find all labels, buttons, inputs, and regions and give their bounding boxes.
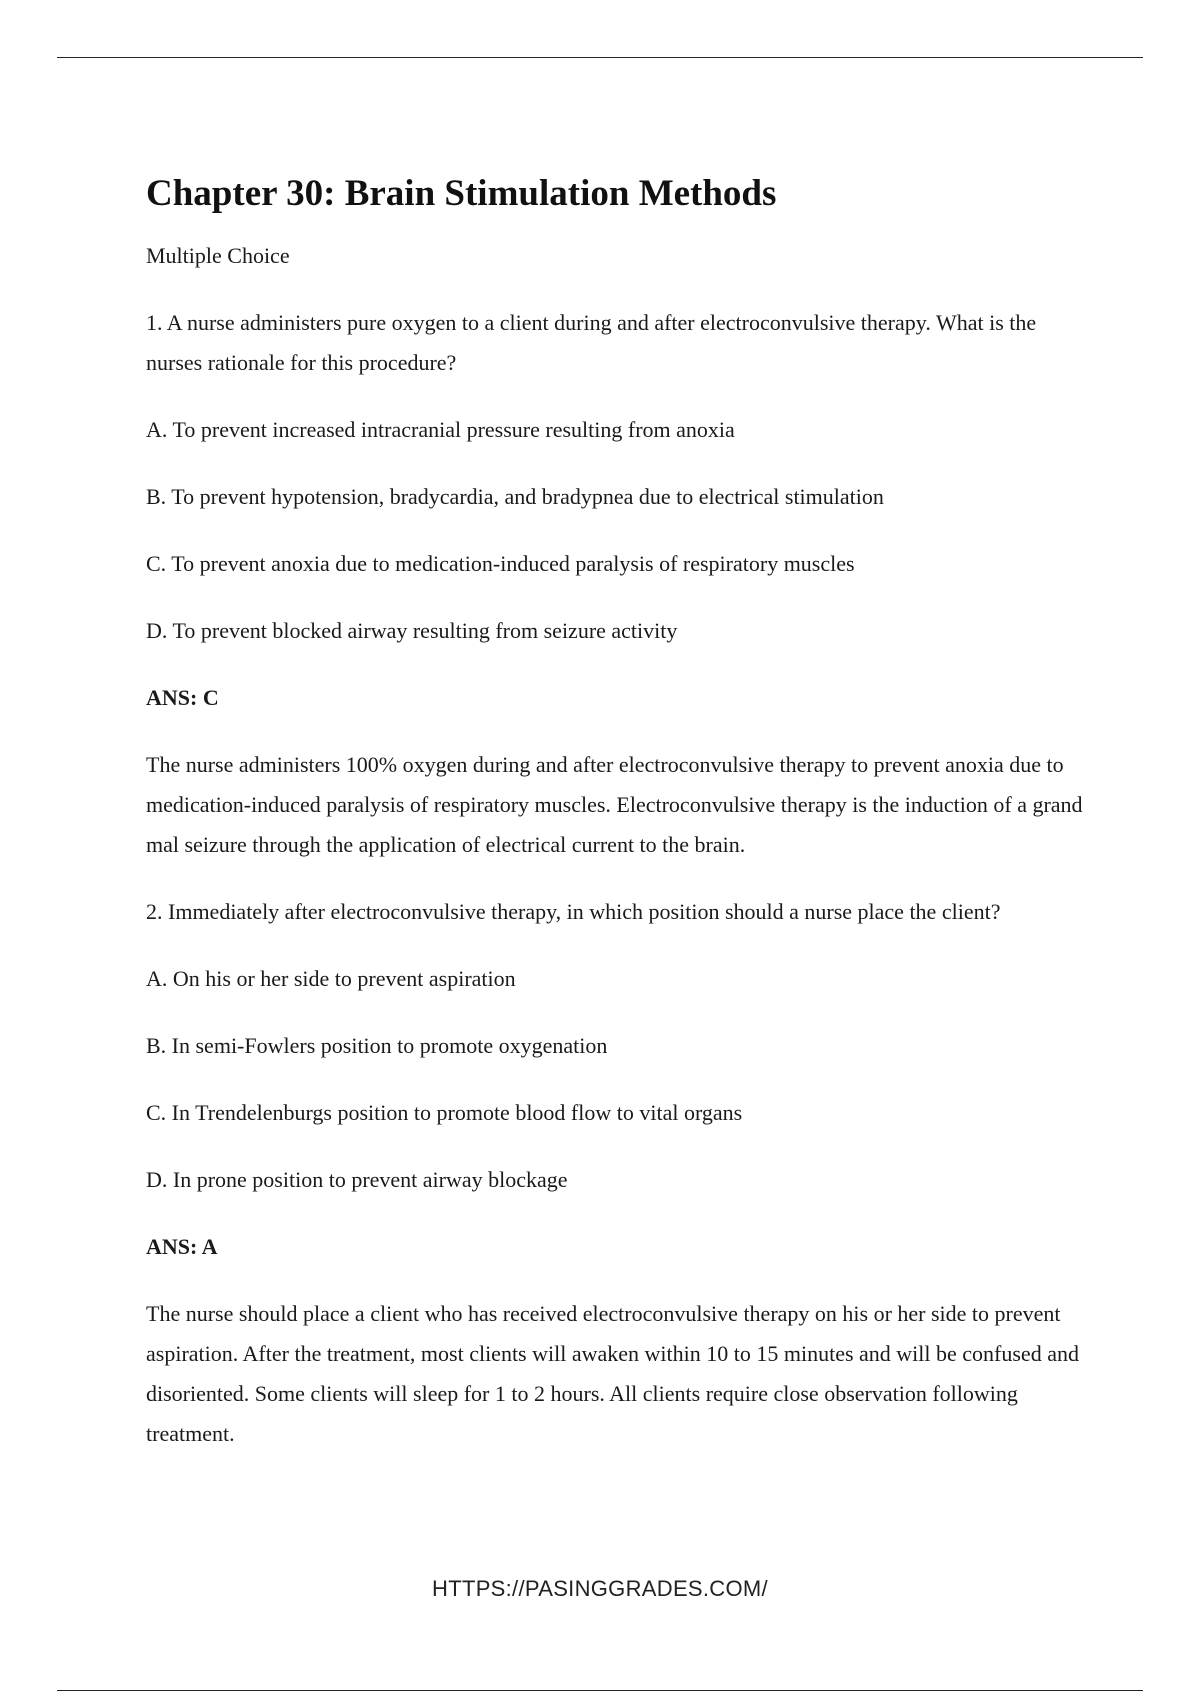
question-1-option-a: A. To prevent increased intracranial pressure resulting from anoxia	[146, 417, 735, 442]
footer-url: HTTPS://PASINGGRADES.COM/	[432, 1576, 768, 1601]
page-content	[146, 172, 1096, 1454]
chapter-title: Chapter 30: Brain Stimulation Methods	[146, 173, 777, 214]
question-2-answer: ANS: A	[146, 1234, 218, 1259]
question-2-option-c: C. In Trendelenburgs position to promote blood flow to vital organs	[146, 1100, 743, 1125]
question-2-stem: 2. Immediately after electroconvulsive therapy, in which position should a nurse place the client?	[146, 899, 1001, 924]
section-label: Multiple Choice	[146, 243, 290, 268]
question-1-answer: ANS: C	[146, 685, 219, 710]
question-1-explanation: The nurse administers 100% oxygen during and after electroconvulsive therapy to prevent anoxia due to medication-induced paralysis of respiratory muscles. Electroconvulsive therapy is the induction of a grand mal seizure through the application of electrical current to the brain.	[146, 752, 1083, 857]
top-rule	[57, 57, 1143, 58]
question-2-option-a: A. On his or her side to prevent aspiration	[146, 966, 516, 991]
question-2-option-b: B. In semi-Fowlers position to promote oxygenation	[146, 1033, 608, 1058]
question-1-option-d: D. To prevent blocked airway resulting from seizure activity	[146, 618, 678, 643]
question-1-option-c: C. To prevent anoxia due to medication-induced paralysis of respiratory muscles	[146, 551, 855, 576]
bottom-rule	[57, 1690, 1143, 1691]
question-2-option-d: D. In prone position to prevent airway blockage	[146, 1167, 568, 1192]
question-1-stem: 1. A nurse administers pure oxygen to a client during and after electroconvulsive therapy. What is the nurses rationale for this procedure?	[146, 310, 1037, 375]
question-2-explanation: The nurse should place a client who has received electroconvulsive therapy on his or her side to prevent aspiration. After the treatment, most clients will awaken within 10 to 15 minutes and will be confused and disoriented. Some clients will sleep for 1 to 2 hours. All clients require close observation following treatment.	[146, 1301, 1079, 1446]
question-1-option-b: B. To prevent hypotension, bradycardia, and bradypnea due to electrical stimulation	[146, 484, 884, 509]
